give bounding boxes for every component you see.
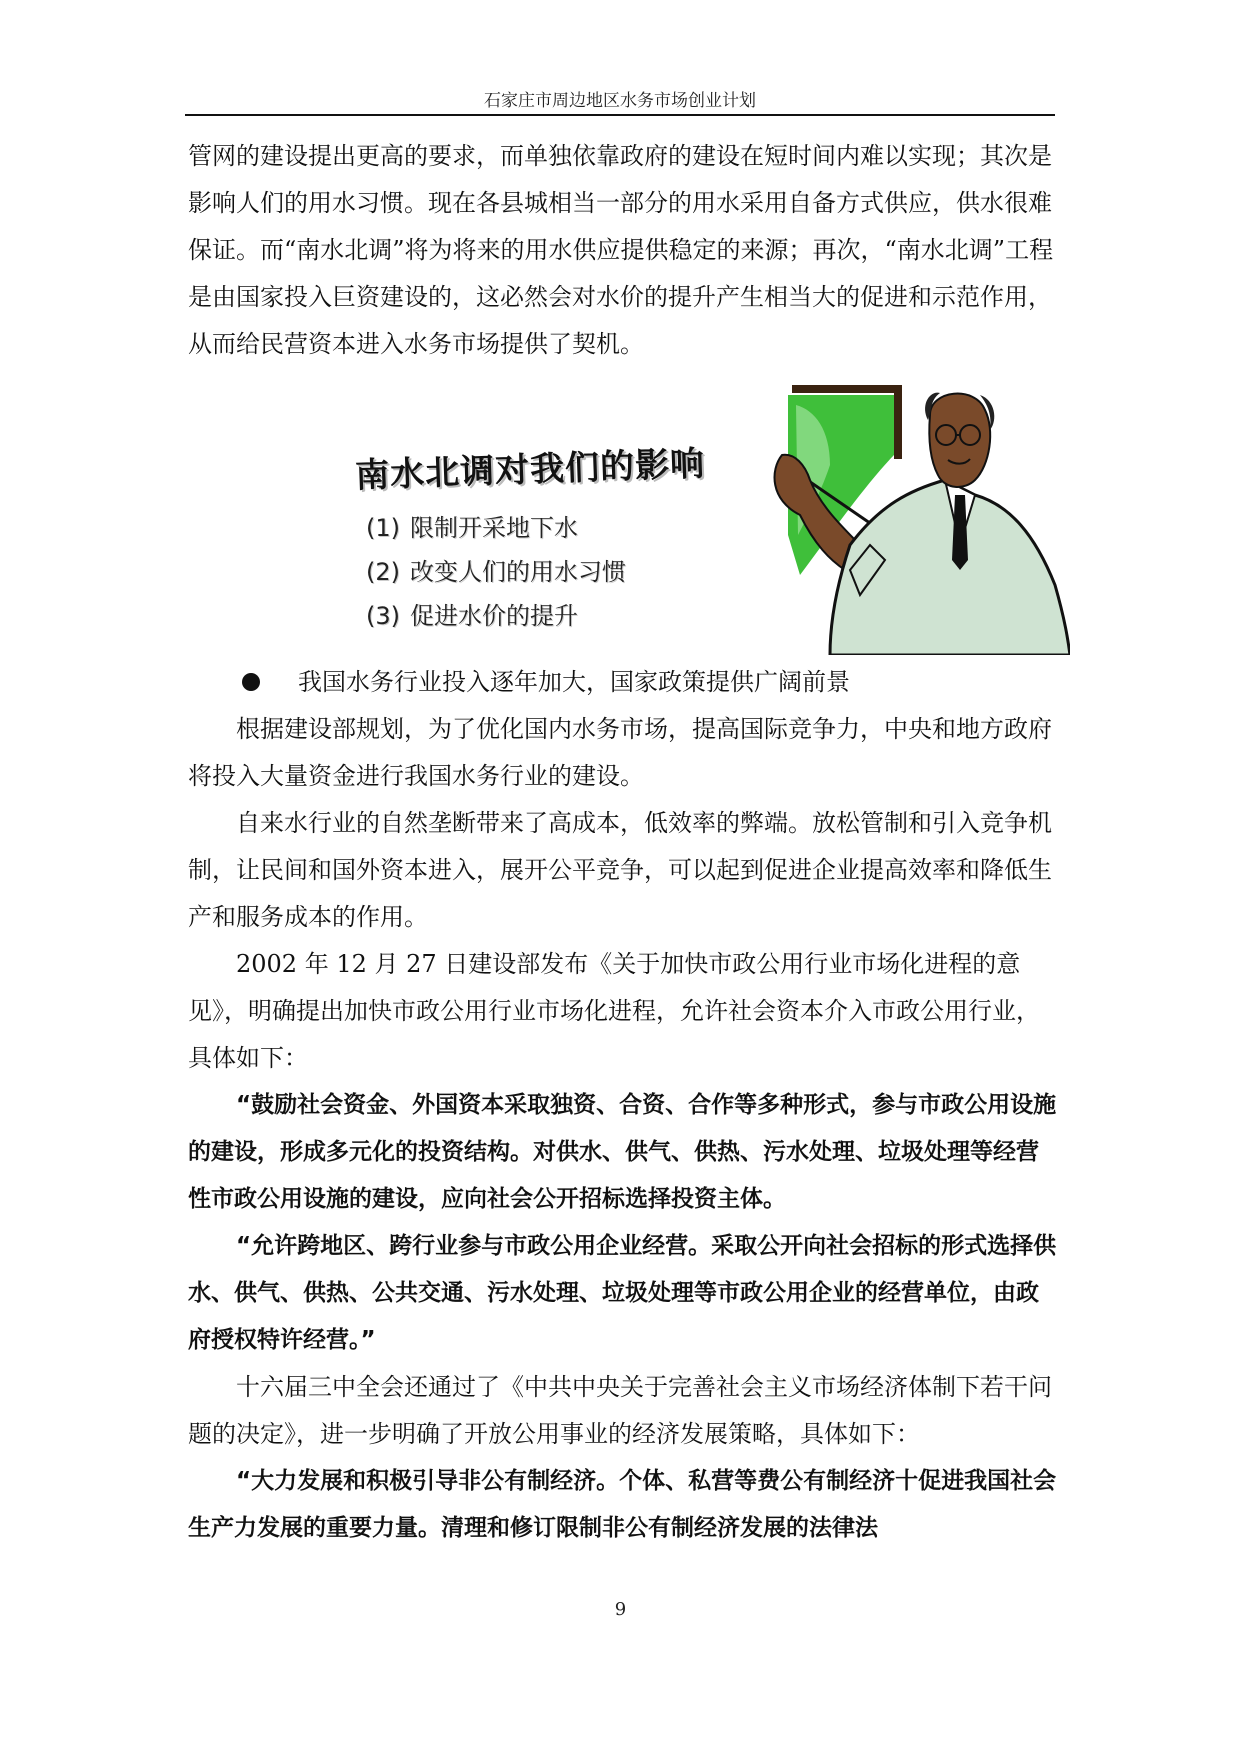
slide-title: 南水北调对我们的影响 — [354, 443, 706, 497]
bullet-heading-text: 我国水务行业投入逐年加大，国家政策提供广阔前景 — [298, 668, 850, 696]
quote-2: “允许跨地区、跨行业参与市政公用企业经营。采取公开向社会招标的形式选择供水、供气、供热、公共交通、污水处理、垃圾处理等市政公用企业的经营单位，由政府授权特许经营。” — [188, 1233, 1057, 1353]
slide-item-number: (1) — [366, 514, 400, 542]
slide-item — [366, 550, 626, 594]
paragraph-3: 自来水行业的自然垄断带来了高成本，低效率的弊端。放松管制和引入竞争机制，让民间和国外资本进入，展开公平竞争，可以起到促进企业提高效率和降低生产和服务成本的作用。 — [188, 809, 1052, 931]
paragraph-2: 根据建设部规划，为了优化国内水务市场，提高国际竞争力，中央和地方政府将投入大量资金进行我国水务行业的建设。 — [188, 715, 1052, 790]
slide-item — [366, 506, 626, 550]
paragraph-5: 十六届三中全会还通过了《中共中央关于完善社会主义市场经济体制下若干问题的决定》，进一步明确了开放公用事业的经济发展策略，具体如下： — [188, 1373, 1052, 1448]
board-top-icon — [792, 385, 902, 393]
slide-item — [366, 594, 626, 638]
bullet-dot-icon — [242, 673, 260, 691]
paragraph-4: 2002 年 12 月 27 日建设部发布《关于加快市政公用行业市场化进程的意见》，明确提出加快市政公用行业市场化进程，允许社会资本介入市政公用行业，具体如下： — [188, 950, 1040, 1072]
quote-1: “鼓励社会资金、外国资本采取独资、合资、合作等多种形式，参与市政公用设施的建设，形成多元化的投资结构。对供水、供气、供热、污水处理、垃圾处理等经营性市政公用设施的建设，应向社会公开招标选择投资主体。 — [188, 1092, 1057, 1212]
teacher-clipart — [770, 385, 1070, 655]
paragraph-1: 管网的建设提出更高的要求，而单独依靠政府的建设在短时间内难以实现；其次是影响人们的用水习惯。现在各县城相当一部分的用水采用自备方式供应，供水很难保证。而“南水北调”将为将来的用水供应提供稳定的来源；再次，“南水北调”工程是由国家投入巨资建设的，这必然会对水价的提升产生相当大的促进和示范作用，从而给民营资本进入水务市场提供了契机。 — [188, 142, 1054, 358]
header-rule — [185, 114, 1055, 116]
quote-3: “大力发展和积极引导非公有制经济。个体、私营等费公有制经济十促进我国社会生产力发展的重要力量。清理和修订限制非公有制经济发展的法律法 — [188, 1468, 1057, 1541]
bullet-heading — [242, 659, 850, 706]
slide-item-number: (2) — [366, 558, 400, 586]
page-header-title: 石家庄市周边地区水务市场创业计划 — [484, 91, 756, 111]
slide-item-text: 改变人们的用水习惯 — [410, 558, 626, 586]
slide-list — [366, 506, 626, 638]
page-number: 9 — [614, 1599, 627, 1620]
slide-item-text: 限制开采地下水 — [410, 514, 578, 542]
slide-item-text: 促进水价的提升 — [410, 602, 578, 630]
slide-item-number: (3) — [366, 602, 400, 630]
